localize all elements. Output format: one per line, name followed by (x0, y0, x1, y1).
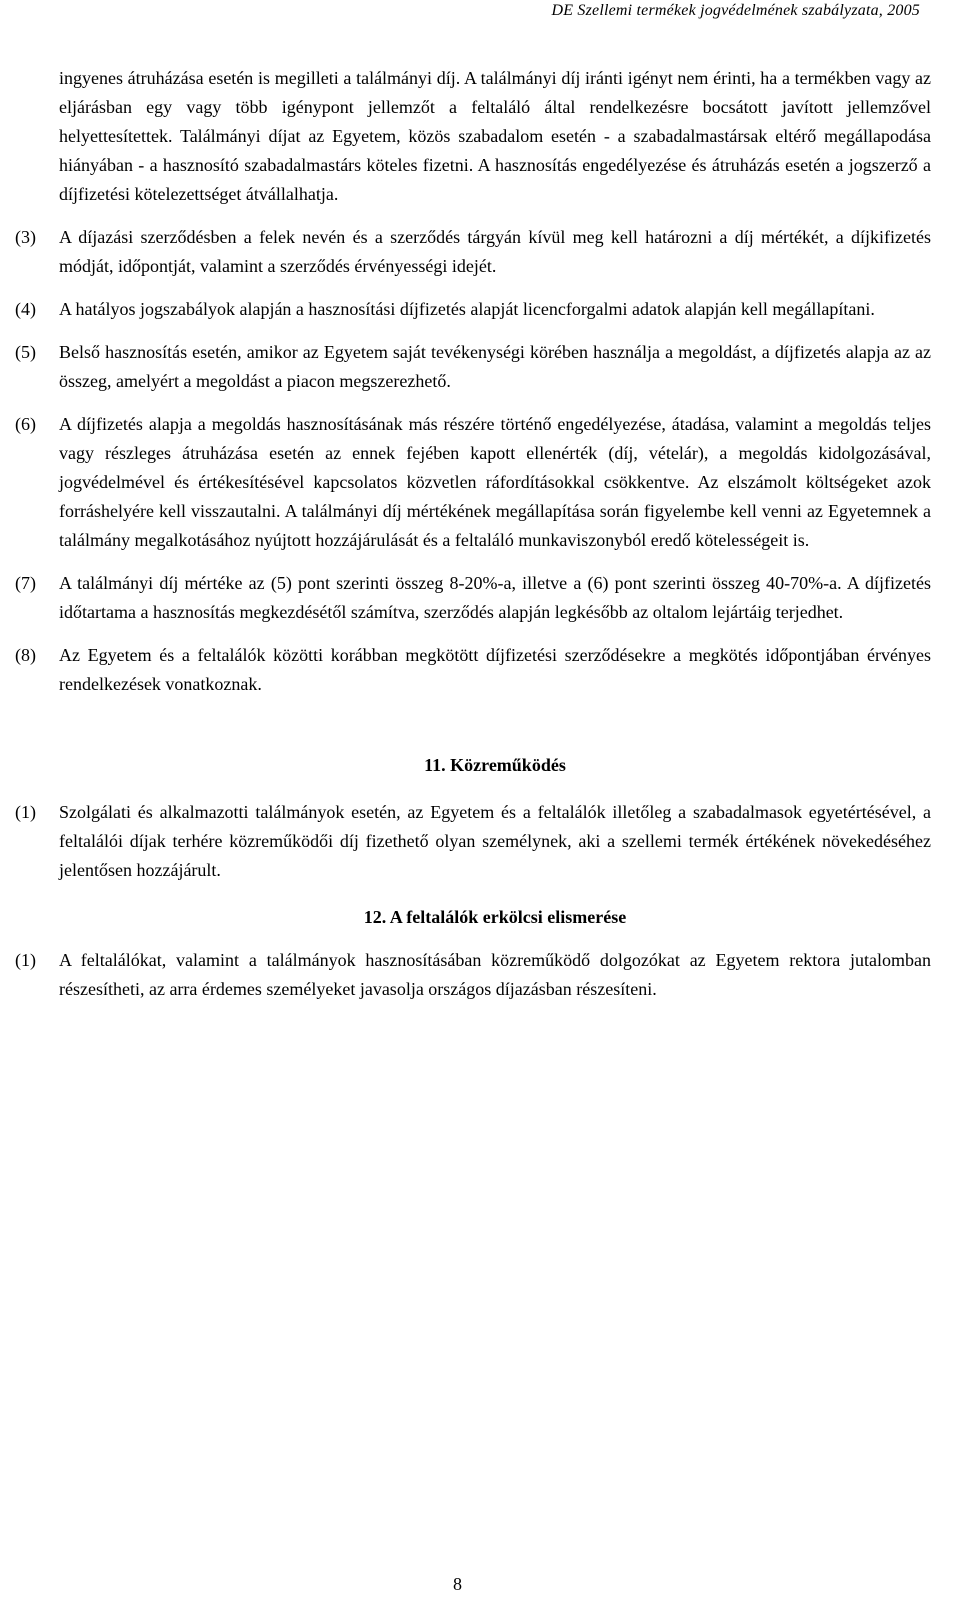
paragraph-text: Szolgálati és alkalmazotti találmányok esetén, az Egyetem és a feltalálók illetőleg a szabadalmasok egyetértésével, a feltalálói díjak terhére közreműködői díj fizethető olyan személynek, aki a szellemi termék értékének növekedéséhez jelentősen hozzájárult. (59, 802, 931, 880)
paragraph-6 (15, 410, 931, 555)
continued-paragraph: ingyenes átruházása esetén is megilleti a találmányi díj. A találmányi díj iránti igényt nem érinti, ha a termékben vagy az eljárásban egy vagy több igénypont jellemzőt a feltaláló által rendelkezésre bocsátott javított jellemzővel helyettesítettek. Találmányi díjat az Egyetem, közös szabadalom esetén - a szabadalmastársak eltérő megállapodása hiányában - a hasznosító szabadalmastárs köteles fizetni. A hasznosítás engedélyezése és átruházás esetén a jogszerző a díjfizetési kötelezettséget átvállalhatja. (59, 68, 931, 204)
section-12-paragraph-1 (15, 946, 931, 1004)
paragraph-3 (15, 223, 931, 281)
paragraph-number: (1) (15, 950, 36, 970)
paragraph-text: A feltalálókat, valamint a találmányok hasznosításában közreműködő dolgozókat az Egyetem rektora jutalomban részesítheti, az arra érdemes személyeket javasolja országos díjazásban részesíteni. (59, 950, 931, 999)
section-11-paragraph-1 (15, 798, 931, 885)
paragraph-5 (15, 338, 931, 396)
document-body (15, 64, 931, 1018)
paragraph-8 (15, 641, 931, 699)
paragraph-text: A hatályos jogszabályok alapján a hasznosítási díjfizetés alapját licencforgalmi adatok alapján kell megállapítani. (59, 299, 875, 319)
paragraph-4 (15, 295, 931, 324)
paragraph-text: A díjfizetés alapja a megoldás hasznosításának más részére történő engedélyezése, átadása, valamint a megoldás teljes vagy részleges átruházása esetén az ennek fejében kapott ellenérték (díj, vételár), a megoldás kidolgozásával, jogvédelmével és értékesítésével kapcsolatos közvetlen ráfordításokkal csökkentve. Az elszámolt költségeket azok forráshelyére kell visszautalni. A találmányi díj mértékének megállapítása során figyelembe kell venni az Egyetemnek a találmány megalkotásához nyújtott hozzájárulását és a feltaláló munkaviszonyból eredő kötelességeit is. (59, 414, 931, 550)
paragraph-number: (3) (15, 227, 36, 247)
paragraph-text: Belső hasznosítás esetén, amikor az Egyetem saját tevékenységi körében használja a megoldást, a díjfizetés alapja az az összeg, amelyért a megoldást a piacon megszerezhető. (59, 342, 931, 391)
paragraph-number: (6) (15, 414, 36, 434)
paragraph-number: (5) (15, 342, 36, 362)
running-header: DE Szellemi termékek jogvédelmének szabályzata, 2005 (551, 2, 920, 19)
page-number: 8 (453, 1574, 462, 1594)
section-heading-12: 12. A feltalálók erkölcsi elismerése (363, 907, 627, 927)
section-heading-11: 11. Közreműködés (424, 755, 566, 775)
paragraph-7 (15, 569, 931, 627)
paragraph-number: (7) (15, 573, 36, 593)
paragraph-number: (4) (15, 299, 36, 319)
paragraph-text: Az Egyetem és a feltalálók közötti korábban megkötött díjfizetési szerződésekre a megkötés időpontjában érvényes rendelkezések vonatkoznak. (59, 645, 931, 694)
paragraph-number: (1) (15, 802, 36, 822)
paragraph-text: A találmányi díj mértéke az (5) pont szerinti összeg 8-20%-a, illetve a (6) pont szerinti összeg 40-70%-a. A díjfizetés időtartama a hasznosítás megkezdésétől számítva, szerződés alapján legkésőbb az oltalom lejártáig terjedhet. (59, 573, 931, 622)
paragraph-number: (8) (15, 645, 36, 665)
paragraph-text: A díjazási szerződésben a felek nevén és a szerződés tárgyán kívül meg kell határozni a díj mértékét, a díjkifizetés módját, időpontját, valamint a szerződés érvényességi idejét. (59, 227, 931, 276)
